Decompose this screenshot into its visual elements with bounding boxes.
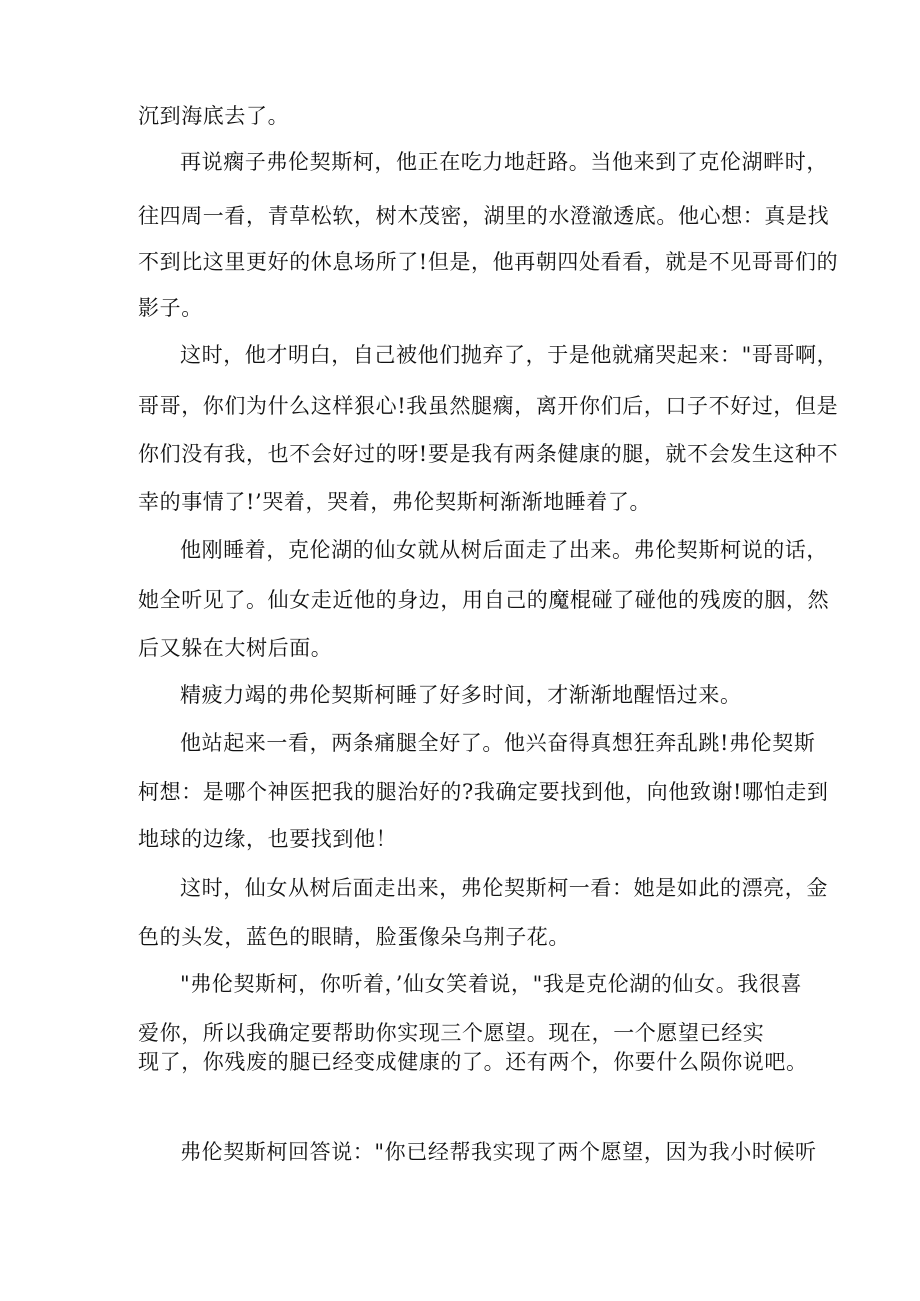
text-line: 他站起来一看，两条痛腿全好了。他兴奋得真想狂奔乱跳!弗伦契斯 [180, 731, 816, 755]
text-line: 你们没有我，也不会好过的呀!要是我有两条健康的腿，就不会发生这种不 [138, 442, 839, 466]
text-line: 再说瘸子弗伦契斯柯，他正在吃力地赶路。当他来到了克伦湖畔时， [180, 150, 828, 174]
text-line: 影子。 [138, 296, 203, 320]
text-line: 爱你，所以我确定要帮助你实现三个愿望。现在，一个愿望已经实 [138, 1021, 765, 1045]
text-line: 他刚睡着，克伦湖的仙女就从树后面走了出来。弗伦契斯柯说的话， [180, 538, 828, 562]
text-line: 弗伦契斯柯回答说："你已经帮我实现了两个愿望，因为我小时候听 [180, 1140, 817, 1164]
text-line: 不到比这里更好的休息场所了!但是，他再朝四处看看，就是不见哥哥们的 [138, 250, 839, 274]
text-line: 地球的边缘，也要找到他！ [138, 827, 398, 851]
text-line: 这时，他才明白，自己被他们抛弃了，于是他就痛哭起来："哥哥啊， [180, 343, 839, 367]
text-line: 往四周一看，青草松软，树木茂密，湖里的水澄澈透底。他心想：真是找 [138, 204, 830, 228]
text-line: 沉到海底去了。 [138, 104, 290, 128]
text-line: "弗伦契斯柯，你听着，’仙女笑着说，"我是克伦湖的仙女。我很喜 [180, 972, 803, 996]
text-line: 幸的事情了!’哭着，哭着，弗伦契斯柯渐渐地睡着了。 [138, 490, 652, 514]
text-line: 柯想：是哪个神医把我的腿治好的?我确定要找到他，向他致谢!哪怕走到 [138, 780, 829, 804]
text-line: 色的头发，蓝色的眼睛，脸蛋像朵乌荆子花。 [138, 925, 570, 949]
text-line: 后又躲在大树后面。 [138, 636, 333, 660]
text-line: 精疲力竭的弗伦契斯柯睡了好多时间，才渐渐地醒悟过来。 [180, 683, 742, 707]
text-line: 这时，仙女从树后面走出来，弗伦契斯柯一看：她是如此的漂亮，金 [180, 876, 828, 900]
text-line: 哥哥，你们为什么这样狠心!我虽然腿瘸，离开你们后，口子不好过，但是 [138, 394, 839, 418]
text-line: 现了，你残废的腿已经变成健康的了。还有两个，你要什么陨你说吧。 [138, 1050, 808, 1074]
text-line: 她全听见了。仙女走近他的身边，用自己的魔棍碰了碰他的残废的胭，然 [138, 588, 830, 612]
